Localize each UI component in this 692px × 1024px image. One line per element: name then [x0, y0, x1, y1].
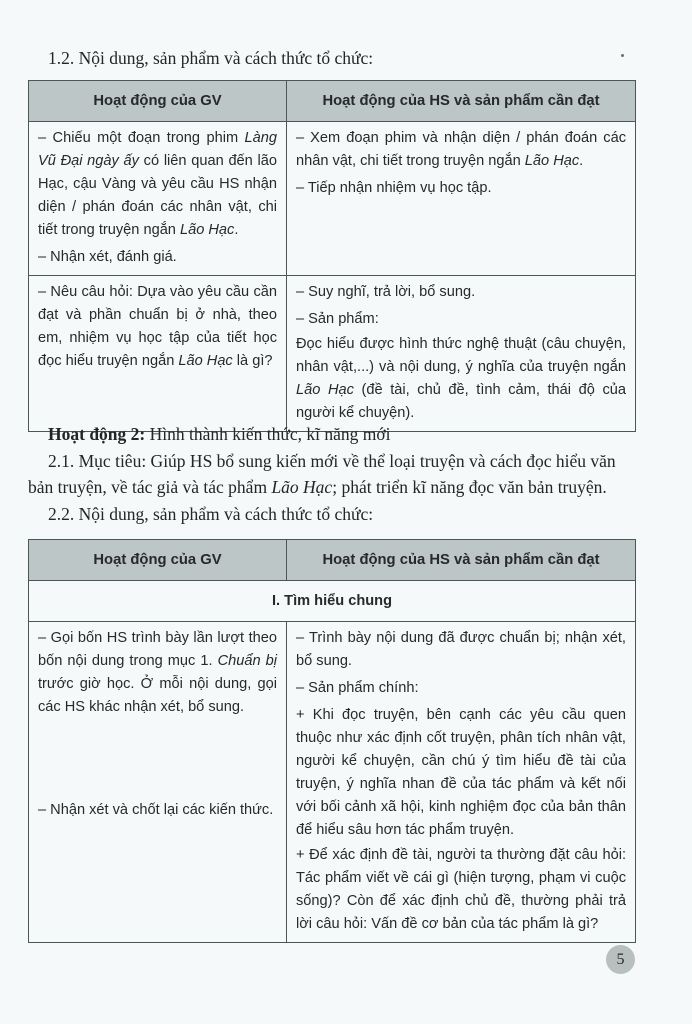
- section-row: [29, 581, 636, 622]
- goal-line-1: 2.1. Mục tiêu: Giúp HS bổ sung kiến mới về thể loại truyện và cách đọc hiểu văn: [48, 451, 616, 471]
- activity-2-title: Hình thành kiến thức, kĩ năng mới: [145, 424, 391, 444]
- cell-paragraph: – Chiếu một đoạn trong phim Làng Vũ Đại ngày ấy có liên quan đến lão Hạc, cậu Vàng và yêu cầu HS nhận diện / phán đoán các nhân vật, chi tiết trong truyện ngắn Lão Hạc.: [38, 130, 277, 238]
- header-hs: Hoạt động của HS và sản phẩm cần đạt: [287, 540, 636, 581]
- cell-paragraph: + Khi đọc truyện, bên cạnh các yêu cầu quen thuộc như xác định cốt truyện, phân tích nhân vật, người kể chuyện, cần chú ý tìm hiểu đề tài của truyện, ý nghĩa nhan đề của tác phẩm và kết nối với bối cảnh xã hội, kinh nghiệm đọc của bản thân để hiểu sâu hơn tác phẩm truyện.: [296, 707, 626, 838]
- cell-paragraph: – Sản phẩm chính:: [296, 680, 419, 696]
- activity-table-1: [28, 80, 636, 432]
- cell-hs: [287, 622, 636, 943]
- page-number: 5: [606, 945, 635, 974]
- cell-paragraph: – Nhận xét, đánh giá.: [38, 249, 177, 265]
- table-row: [29, 622, 636, 943]
- cell-gv: [29, 622, 287, 943]
- cell-paragraph: – Gọi bốn HS trình bày lần lượt theo bốn nội dung trong mục 1. Chuẩn bị trước giờ học. Ở mỗi nội dung, gọi các HS khác nhận xét, bổ sung.: [38, 630, 278, 715]
- header-gv: Hoạt động của GV: [29, 540, 287, 581]
- cell-hs: [287, 122, 636, 276]
- header-hs: Hoạt động của HS và sản phẩm cần đạt: [287, 81, 636, 122]
- activity-table-2: [28, 539, 636, 943]
- cell-paragraph: – Nhận xét và chốt lại các kiến thức.: [38, 802, 274, 818]
- cell-paragraph: – Nêu câu hỏi: Dựa vào yêu cầu cần đạt và phần chuẩn bị ở nhà, theo em, nhiệm vụ học tập của tiết học đọc hiểu truyện ngắn Lão Hạc là gì?: [38, 284, 277, 369]
- table-header-row: [29, 81, 636, 122]
- heading-2-2: 2.2. Nội dung, sản phẩm và cách thức tổ chức:: [48, 504, 374, 524]
- cell-gv: [29, 122, 287, 276]
- cell-paragraph: – Sản phẩm:: [296, 311, 379, 327]
- cell-paragraph: – Xem đoạn phim và nhận diện / phán đoán các nhân vật, chi tiết trong truyện ngắn Lão Hạc.: [296, 130, 626, 169]
- header-gv: Hoạt động của GV: [29, 81, 287, 122]
- cell-paragraph: – Trình bày nội dung đã được chuẩn bị; nhận xét, bổ sung.: [296, 630, 626, 669]
- cell-paragraph: – Tiếp nhận nhiệm vụ học tập.: [296, 180, 492, 196]
- cell-paragraph: Đọc hiểu được hình thức nghệ thuật (câu chuyện, nhân vật,...) và nội dung, ý nghĩa của truyện ngắn Lão Hạc (đề tài, chủ đề, tình cảm, thái độ của người kể chuyện).: [296, 336, 626, 421]
- section-title: I. Tìm hiểu chung: [29, 581, 636, 622]
- table-header-row: [29, 540, 636, 581]
- activity-2-label: Hoạt động 2:: [48, 424, 146, 444]
- table-row: [29, 122, 636, 276]
- cell-hs: [287, 276, 636, 432]
- cell-paragraph: – Suy nghĩ, trả lời, bổ sung.: [296, 284, 476, 300]
- table-row: [29, 276, 636, 432]
- cell-paragraph: + Để xác định đề tài, người ta thường đặt câu hỏi: Tác phẩm viết về cái gì (hiện tượng, phạm vi cuộc sống)? Còn để xác định chủ đề, thường phải trả lời câu hỏi: Vấn đề cơ bản của tác phẩm là gì?: [296, 847, 626, 932]
- scan-speck: [621, 54, 624, 57]
- heading-1-2: 1.2. Nội dung, sản phẩm và cách thức tổ chức:: [48, 48, 374, 68]
- activity-2-heading: [48, 422, 390, 447]
- goal-line-2: bản truyện, về tác giả và tác phẩm Lão Hạc; phát triển kĩ năng đọc văn bản truyện.: [28, 477, 607, 497]
- cell-gv: [29, 276, 287, 432]
